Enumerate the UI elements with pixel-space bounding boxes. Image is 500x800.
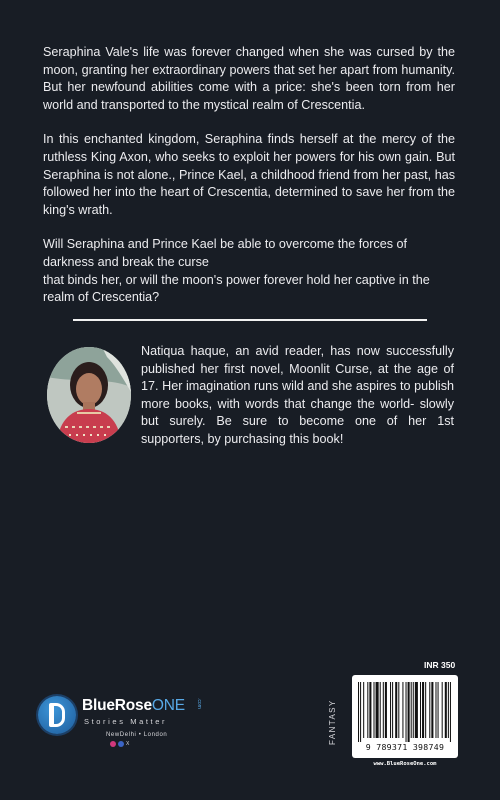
social-icons [110, 741, 129, 747]
author-bio: Natiqua haque, an avid reader, has now successfully published her first novel, Moonlit Curse, at the age of 17. Her imagination runs wild and she aspires to publish more books, with words that change the world- slowly but surely. Be sure to become one of her 1st supporters, by purchasing this book! [141, 344, 454, 446]
blurb-paragraph-3-line-2: that binds her, or will the moon's power forever hold her captive in the realm of Crescentia? [43, 272, 430, 305]
bluerose-logo-icon [38, 696, 76, 734]
blurb-paragraph-3-line-1: Will Seraphina and Prince Kael be able to overcome the forces of darkness and break the curse [43, 237, 408, 269]
publisher-dotcom: .com [196, 698, 202, 709]
blurb-paragraph-2: In this enchanted kingdom, Seraphina finds herself at the mercy of the ruthless King Axon, who seeks to exploit her powers for his own gain. But Seraphina is not alone., Prince Kael, a childhood friend from her past, has followed her into the heart of Crescentia, determined to save her from the king's wrath. [43, 132, 455, 217]
genre-label: FANTASY [328, 699, 337, 745]
publisher-name-main: BlueRose [82, 697, 152, 714]
facebook-icon [118, 741, 124, 747]
author-photo [47, 347, 131, 443]
publisher-name [82, 697, 185, 715]
isbn-number: 9 789371 398749 [365, 742, 445, 752]
instagram-icon [110, 741, 116, 747]
publisher-logo-block [36, 693, 206, 773]
isbn-barcode-box [352, 675, 458, 758]
publisher-tagline: Stories Matter [84, 717, 168, 726]
price-label: INR 350 [424, 660, 456, 670]
x-icon: X [126, 741, 130, 747]
isbn-barcode [358, 682, 452, 742]
publisher-website: www.BlueRoseOne.com [373, 761, 437, 767]
blurb-paragraph-3 [43, 236, 455, 306]
blurb-paragraph-1: Seraphina Vale's life was forever changed when she was cursed by the moon, granting her extraordinary powers that set her apart from humanity. But her newfound abilities come with a price: she's been torn from her world and transported to the mystical realm of Crescentia. [43, 45, 455, 112]
publisher-name-accent: ONE [151, 697, 185, 714]
publisher-cities: NewDelhi • London [106, 732, 168, 738]
section-divider [73, 319, 427, 321]
back-cover-blurb [43, 44, 455, 324]
